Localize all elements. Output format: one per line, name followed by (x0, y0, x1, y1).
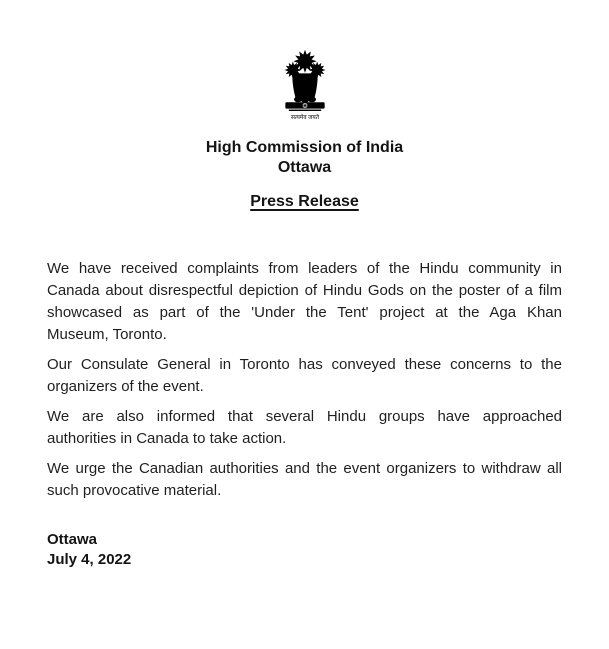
footer-date: July 4, 2022 (47, 551, 132, 568)
paragraph-line: Canada about disrespectful depiction of Hindu Gods on the poster of a film (47, 282, 562, 299)
paragraph-line: Our Consulate General in Toronto has conveyed these concerns to the (47, 356, 562, 373)
emblem-container (47, 48, 562, 130)
header-city: Ottawa (277, 159, 332, 176)
paragraph-line: Museum, Toronto. (47, 326, 167, 343)
paragraph-line: authorities in Canada to take action. (47, 430, 287, 447)
paragraph-line: showcased as part of the 'Under the Tent' project at the Aga Khan (47, 304, 562, 321)
paragraph-1 (47, 258, 562, 346)
paragraph-4 (47, 458, 562, 502)
paragraph-2 (47, 354, 562, 398)
footer-block (47, 530, 562, 570)
release-heading-row (47, 192, 562, 212)
paragraph-line: organizers of the event. (47, 378, 204, 395)
press-release-heading: Press Release (250, 193, 359, 210)
body-text (47, 258, 562, 502)
paragraph-line: such provocative material. (47, 482, 222, 499)
paragraph-line: We urge the Canadian authorities and the event organizers to withdraw all (47, 460, 562, 477)
paragraph-line: We are also informed that several Hindu groups have approached (47, 408, 562, 425)
state-emblem-of-india-icon (276, 48, 334, 126)
paragraph-line: We have received complaints from leaders of the Hindu community in (47, 260, 562, 277)
page-title: High Commission of India (205, 139, 404, 156)
paragraph-3 (47, 406, 562, 450)
emblem-motto: सत्यमेव जयते (290, 115, 319, 122)
footer-place: Ottawa (47, 531, 98, 548)
